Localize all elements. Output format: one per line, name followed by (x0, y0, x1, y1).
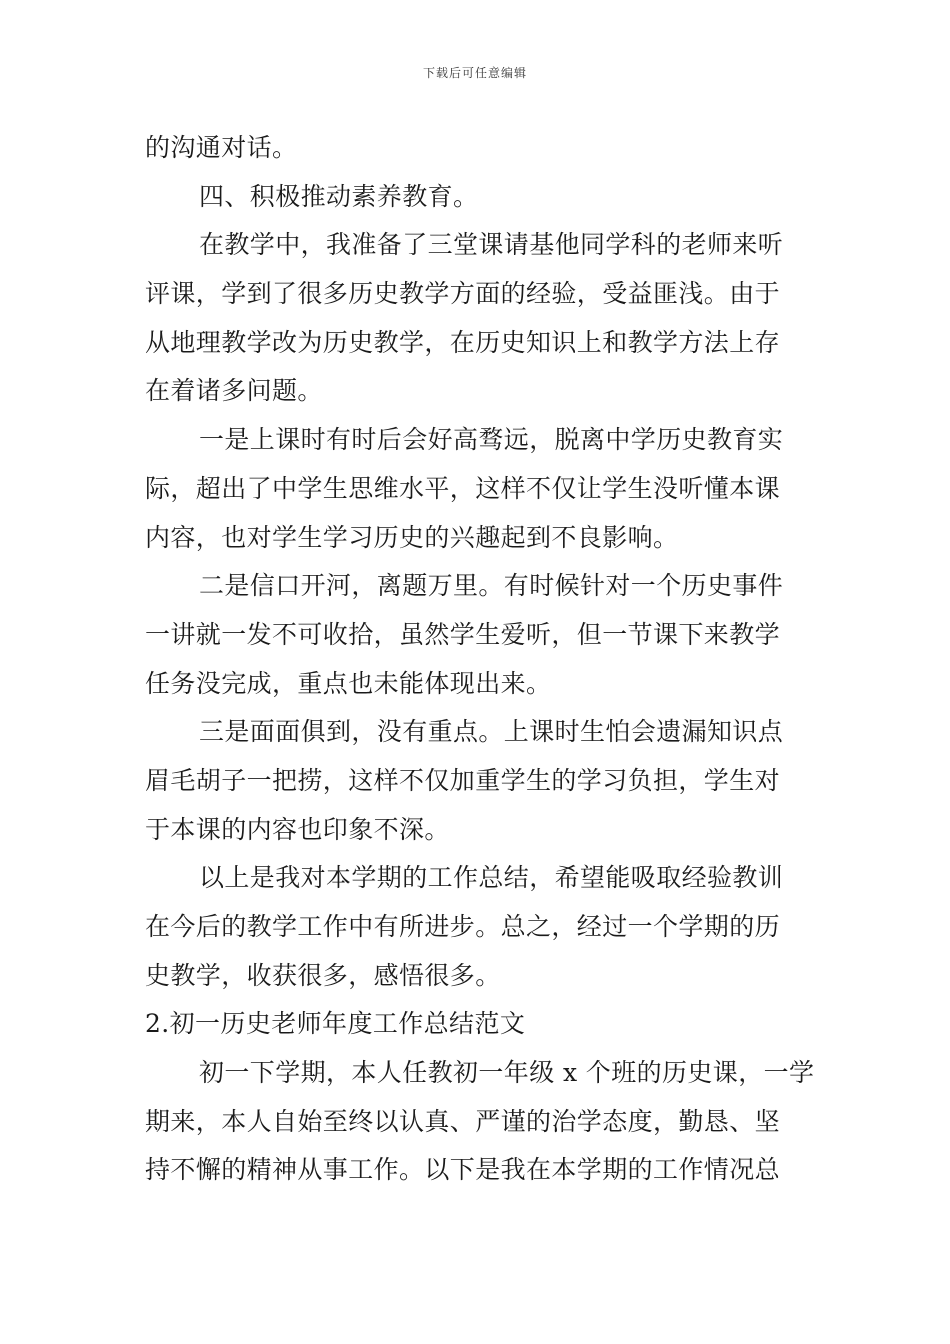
text-line: 评课，学到了很多历史教学方面的经验，受益匪浅。由于 (145, 279, 781, 309)
text-line: 眉毛胡子一把捞，这样不仅加重学生的学习负担，学生对 (145, 765, 781, 795)
text-line: 一是上课时有时后会好高骛远，脱离中学历史教育实 (199, 425, 784, 455)
document-body (145, 124, 815, 1195)
text-line: 任务没完成，重点也未能体现出来。 (145, 668, 552, 698)
text-line: 以上是我对本学期的工作总结，希望能吸取经验教训 (199, 863, 784, 893)
text-line: 的沟通对话。 (145, 133, 298, 162)
text-line: 期来，本人自始至终以认真、严谨的治学态度，勤恳、坚 (145, 1106, 781, 1136)
section-title: 2.初一历史老师年度工作总结范文 (145, 1009, 526, 1039)
text-line: 一讲就一发不可收拾，虽然学生爱听，但一节课下来教学 (145, 619, 781, 649)
text-line: 三是面面俱到，没有重点。上课时生怕会遗漏知识点 (199, 717, 784, 747)
text-line: 际，超出了中学生思维水平，这样不仅让学生没听懂本课 (145, 473, 781, 503)
text-line: 持不懈的精神从事工作。以下是我在本学期的工作情况总 (145, 1155, 781, 1185)
text-line: 在今后的教学工作中有所进步。总之，经过一个学期的历 (145, 912, 781, 941)
text-line: 在教学中，我准备了三堂课请基他同学科的老师来听 (199, 230, 784, 260)
text-line: 二是信口开河，离题万里。有时候针对一个历史事件 (199, 571, 784, 601)
text-line: 于本课的内容也印象不深。 (145, 814, 450, 844)
text-line: 初一下学期，本人任教初一年级 x 个班的历史课，一学 (199, 1058, 815, 1088)
section-heading: 四、积极推动素养教育。 (199, 181, 479, 211)
text-line: 史教学，收获很多，感悟很多。 (145, 960, 501, 990)
page-header: 下载后可任意编辑 (422, 66, 527, 80)
text-line: 内容，也对学生学习历史的兴趣起到不良影响。 (145, 522, 679, 552)
text-line: 在着诸多问题。 (145, 376, 323, 406)
text-line: 从地理教学改为历史教学，在历史知识上和教学方法上存 (145, 327, 781, 357)
